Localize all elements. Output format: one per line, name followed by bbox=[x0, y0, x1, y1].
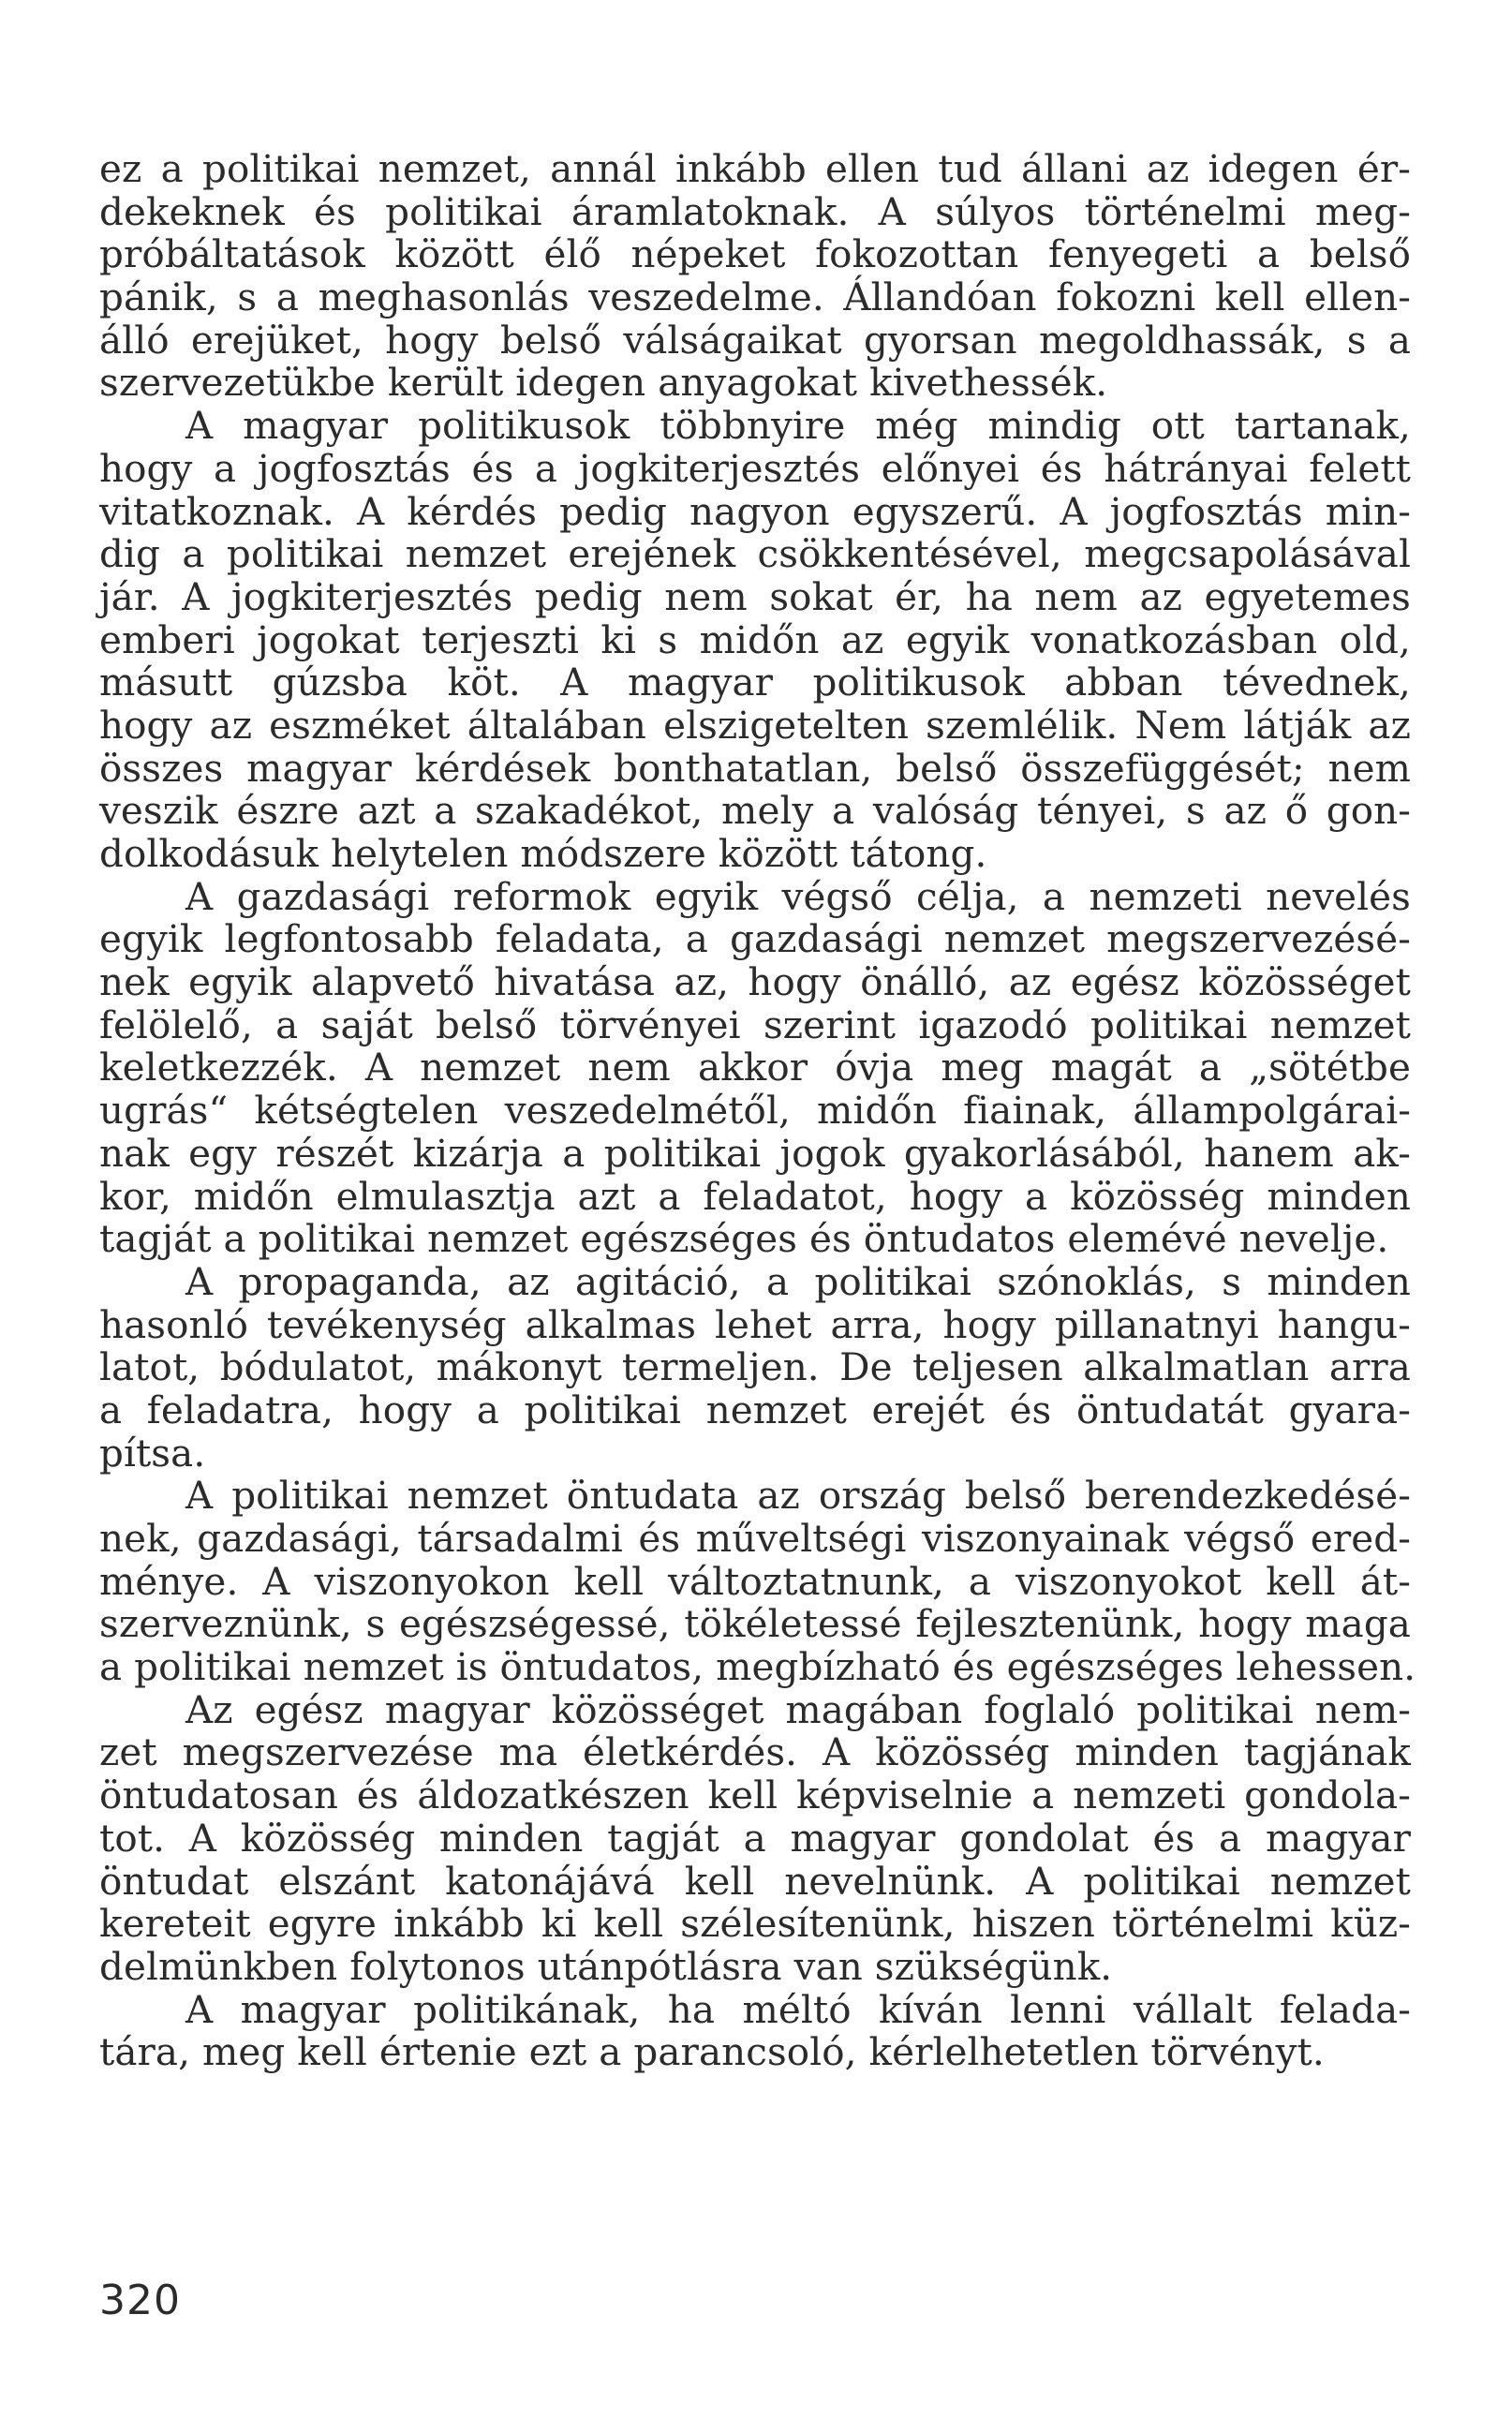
text-line: A gazdasági reformok egyik végső célja, a nemzeti nevelés bbox=[185, 873, 1411, 919]
text-line: tára, meg kell értenie ezt a parancsoló, kérlelhetetlen törvényt. bbox=[99, 2029, 1325, 2075]
text-line: tagját a politikai nemzet egészséges és öntudatos elemévé nevelje. bbox=[99, 1216, 1389, 1262]
text-line: zet megszervezése ma életkérdés. A közösség minden tagjának bbox=[99, 1729, 1411, 1775]
text-line: A magyar politikának, ha méltó kíván lenni vállalt felada- bbox=[185, 1986, 1411, 2032]
page-number: 320 bbox=[99, 2277, 181, 2324]
text-line: a feladatra, hogy a politikai nemzet erejét és öntudatát gyara- bbox=[99, 1387, 1411, 1432]
text-line: hogy az eszméket általában elszigetelten szemlélik. Nem látják az bbox=[99, 702, 1411, 748]
text-line: álló erejüket, hogy belső válságaikat gyorsan megoldhassák, s a bbox=[99, 317, 1411, 363]
text-line: nak egy részét kizárja a politikai jogok gyakorlásából, hanem ak- bbox=[99, 1130, 1411, 1176]
text-line: szervezetükbe került idegen anyagokat kivethessék. bbox=[99, 360, 1108, 406]
text-line: egyik legfontosabb feladata, a gazdasági nemzet megszervezésé- bbox=[99, 916, 1411, 962]
text-line: delmünkben folytonos utánpótlásra van szükségünk. bbox=[99, 1943, 1113, 1989]
text-line: öntudat elszánt katonájává kell nevelnünk. A politikai nemzet bbox=[99, 1858, 1411, 1904]
text-line: a politikai nemzet is öntudatos, megbízható és egészséges lehessen. bbox=[99, 1644, 1416, 1690]
text-line: hogy a jogfosztás és a jogkiterjesztés előnyei és hátrányai felett bbox=[99, 445, 1411, 491]
body-text bbox=[99, 146, 1416, 2075]
text-line: nek, gazdasági, társadalmi és műveltségi viszonyainak végső ered- bbox=[99, 1516, 1411, 1561]
text-line: nek egyik alapvető hivatása az, hogy önálló, az egész közösséget bbox=[99, 959, 1411, 1005]
text-line: ugrás“ kétségtelen veszedelmétől, midőn fiainak, állampolgárai- bbox=[99, 1088, 1411, 1134]
text-line: dig a politikai nemzet erejének csökkentésével, megcsapolásával bbox=[99, 531, 1411, 577]
text-line: kor, midőn elmulasztja azt a feladatot, hogy a közösség minden bbox=[99, 1173, 1411, 1219]
text-line: tot. A közösség minden tagját a magyar gondolat és a magyar bbox=[99, 1815, 1411, 1861]
text-line: dolkodásuk helytelen módszere között tátong. bbox=[99, 831, 987, 876]
text-line: Az egész magyar közösséget magában foglaló politikai nem- bbox=[185, 1686, 1411, 1732]
text-line: másutt gúzsba köt. A magyar politikusok abban tévednek, bbox=[99, 660, 1411, 705]
text-line: veszik észre azt a szakadékot, mely a valóság tényei, s az ő gon- bbox=[99, 788, 1411, 834]
text-line: pítsa. bbox=[99, 1430, 206, 1476]
text-line: A propaganda, az agitáció, a politikai szónoklás, s minden bbox=[185, 1258, 1411, 1304]
text-line: összes magyar kérdések bonthatatlan, belső összefüggését; nem bbox=[99, 745, 1411, 791]
text-line: emberi jogokat terjeszti ki s midőn az egyik vonatkozásban old, bbox=[99, 616, 1411, 662]
text-line: ez a politikai nemzet, annál inkább ellen tud állani az idegen ér- bbox=[99, 146, 1411, 191]
text-line: pánik, s a meghasonlás veszedelme. Állandóan fokozni kell ellen- bbox=[99, 274, 1411, 320]
text-line: szerveznünk, s egészségessé, tökéletessé fejlesztenünk, hogy maga bbox=[99, 1601, 1411, 1647]
text-line: kereteit egyre inkább ki kell szélesítenünk, hiszen történelmi küz- bbox=[99, 1901, 1411, 1947]
text-line: A magyar politikusok többnyire még mindig ott tartanak, bbox=[185, 403, 1411, 449]
text-line: öntudatosan és áldozatkészen kell képviselnie a nemzeti gondola- bbox=[99, 1773, 1411, 1818]
text-line: próbáltatások között élő népeket fokozottan fenyegeti a belső bbox=[99, 231, 1411, 277]
text-line: felölelő, a saját belső törvényei szerint igazodó politikai nemzet bbox=[99, 1001, 1411, 1047]
text-line: latot, bódulatot, mákonyt termeljen. De teljesen alkalmatlan arra bbox=[99, 1344, 1411, 1390]
text-line: keletkezzék. A nemzet nem akkor óvja meg magát a „sötétbe bbox=[99, 1045, 1411, 1090]
text-line: dekeknek és politikai áramlatoknak. A súlyos történelmi meg- bbox=[99, 188, 1411, 234]
text-line: A politikai nemzet öntudata az ország belső berendezkedésé- bbox=[185, 1473, 1411, 1519]
text-line: ménye. A viszonyokon kell változtatnunk, a viszonyokot kell át- bbox=[99, 1558, 1411, 1604]
text-line: hasonló tevékenység alkalmas lehet arra, hogy pillanatnyi hangu- bbox=[99, 1301, 1411, 1347]
text-line: vitatkoznak. A kérdés pedig nagyon egyszerű. A jogfosztás min- bbox=[99, 488, 1411, 534]
text-line: jár. A jogkiterjesztés pedig nem sokat ér, ha nem az egyetemes bbox=[99, 573, 1411, 619]
